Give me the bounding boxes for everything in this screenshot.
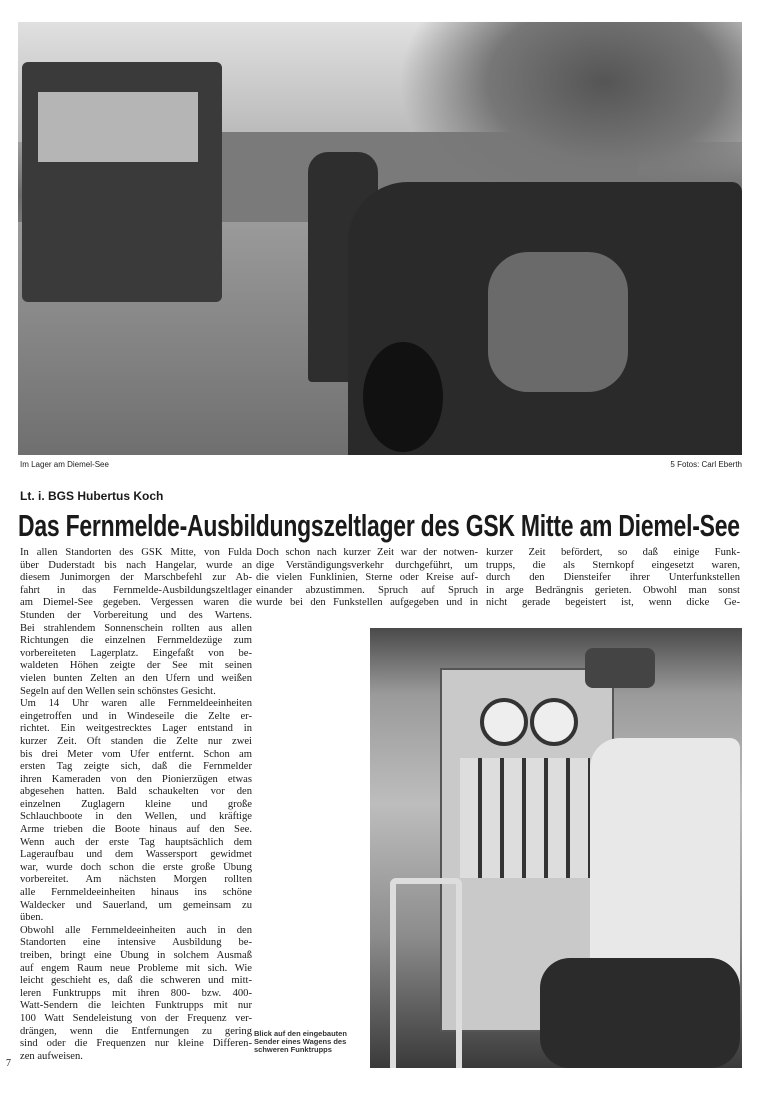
photo-credit: 5 Fotos: Carl Eberth (670, 460, 742, 469)
article-column-2 (256, 547, 478, 610)
text-line: treiben, bringt eine Übung in solchem Ausmaß (20, 950, 252, 961)
text-line: Um 14 Uhr waren alle Fernmeldeeinheiten (20, 698, 252, 710)
text-line: nicht gerade begeistert ist, wenn dicke Ge- (486, 597, 740, 609)
text-line: vielen bunten Zelten an den Ufern und weißen (20, 672, 252, 684)
text-line: Standorten eine intensive Ausbildung be- (20, 937, 252, 949)
text-line: einander abzustimmen. Spruch auf Spruch (256, 584, 478, 596)
text-line: die vielen Funklinien, Sterne oder Kreise auf- (256, 572, 478, 584)
photo-camp-at-diemel-see (18, 22, 742, 455)
text-line: auf engem Raum neue Probleme mit sich. Wie (20, 962, 252, 974)
article-title: Das Fernmelde-Ausbildungszeltlager des GSK Mitte am Diemel-See (18, 508, 740, 543)
photo-radio-transmitter (370, 628, 742, 1068)
text-line: Doch schon nach kurzer Zeit war der notwen- (256, 547, 478, 558)
text-line: sind oder die Frequenzen nur kleine Differen- (20, 1038, 252, 1050)
text-line: Schlauchboote in den Wellen, und kräftige (20, 811, 252, 823)
text-line: ersten Tag zeigte sich, daß die Fernmelder (20, 761, 252, 773)
text-line: in arge Bedrängnis gerieten. Obwohl man sonst (486, 584, 740, 596)
text-line: leren Funktrupps mit ihren 800- bzw. 400- (20, 987, 252, 999)
text-line: waldeten Höhen zeigte der See mit seinen (20, 660, 252, 672)
text-line: vorbereitet. Am nächsten Morgen rollten (20, 874, 252, 886)
text-line: bis drei Meter vom Ufer entfernt. Schon am (20, 748, 252, 760)
text-line: Lageraufbau und dem Wassersport gewidmet (20, 849, 252, 861)
text-line: einzelnen Zuglagern kleine und große (20, 798, 252, 810)
text-line: Richtungen die einzelnen Fernmeldezüge zum (20, 635, 252, 647)
text-line: dige Verständigungsverkehr durchgeführt, um (256, 559, 478, 571)
text-line: trupps, die als Sternkopf eingesetzt waren, (486, 559, 740, 571)
text-line: diesem Junimorgen der Marschbefehl zur Ab- (20, 572, 252, 584)
article-column-3 (486, 547, 740, 610)
text-line: Bei strahlendem Sonnenschein rollten aus allen (20, 622, 252, 634)
text-line: alle Fernmeldeeinheiten hinaus ins schöne (20, 887, 252, 899)
text-line: fahrt in das Fernmelde-Ausbildungszeltlager (20, 584, 252, 596)
text-line: war, wurde doch schon die erste große Übung (20, 861, 252, 873)
text-line: Segeln auf den Wellen sein schönstes Gesicht. (20, 685, 216, 697)
text-line: leicht geschieht es, daß die schweren und mitt- (20, 975, 252, 987)
text-line: kurzer Zeit. Oft standen die Zelte nur zwei (20, 735, 252, 747)
text-line: kurzer Zeit befördert, so daß einige Funk- (486, 547, 740, 558)
text-line: Watt-Sendern die leichten Funktrupps mit nur (20, 1000, 252, 1012)
text-line: abgesehen hatten. Bald schaukelten vor den (20, 786, 252, 798)
text-line: wurde bei den Funkstellen aufgegeben und in (256, 597, 478, 609)
text-line: eingetroffen und in Windeseile die Zelte er- (20, 710, 252, 722)
article-column-1 (20, 547, 252, 1063)
text-line: durch den Diensteifer ihrer Unterfunkstellen (486, 572, 740, 584)
text-line: drängen, wenn die Entfernungen zu gering (20, 1025, 252, 1037)
text-line: über Duderstadt bis nach Hangelar, wurde an (20, 559, 252, 571)
photo-caption-transmitter: Blick auf den eingebauten Sender eines Wagens des schweren Funktrupps (254, 1029, 347, 1054)
photo-caption-left: Im Lager am Diemel-See (20, 460, 109, 469)
text-line: Stunden der Vorbereitung und des Wartens. (20, 609, 252, 621)
text-line: Wenn auch der erste Tag hauptsächlich dem (20, 836, 252, 848)
text-line: Waldecker und Sauerland, um gemeinsam zu (20, 899, 252, 911)
text-line: 100 Watt Sendeleistung von der Frequenz ver- (20, 1012, 252, 1024)
text-line: zen aufweisen. (20, 1050, 83, 1062)
article-author: Lt. i. BGS Hubertus Koch (20, 489, 164, 503)
text-line: Obwohl alle Fernmeldeeinheiten auch in den (20, 924, 252, 936)
text-line: vorbereiteten Lagerplatz. Eingefaßt von be- (20, 647, 252, 659)
text-line: üben. (20, 912, 44, 924)
text-line: am Diemel-See gegeben. Vergessen waren die (20, 597, 252, 609)
page-number: 7 (6, 1058, 11, 1069)
text-line: In allen Standorten des GSK Mitte, von Fulda (20, 547, 252, 558)
text-line: richtet. Ein weitgestrecktes Lager entstand in (20, 723, 252, 735)
text-line: ihren Kameraden von den Pionierzügen etwas (20, 773, 252, 785)
text-line: Arme trieben die Boote hinaus auf den See. (20, 824, 252, 836)
